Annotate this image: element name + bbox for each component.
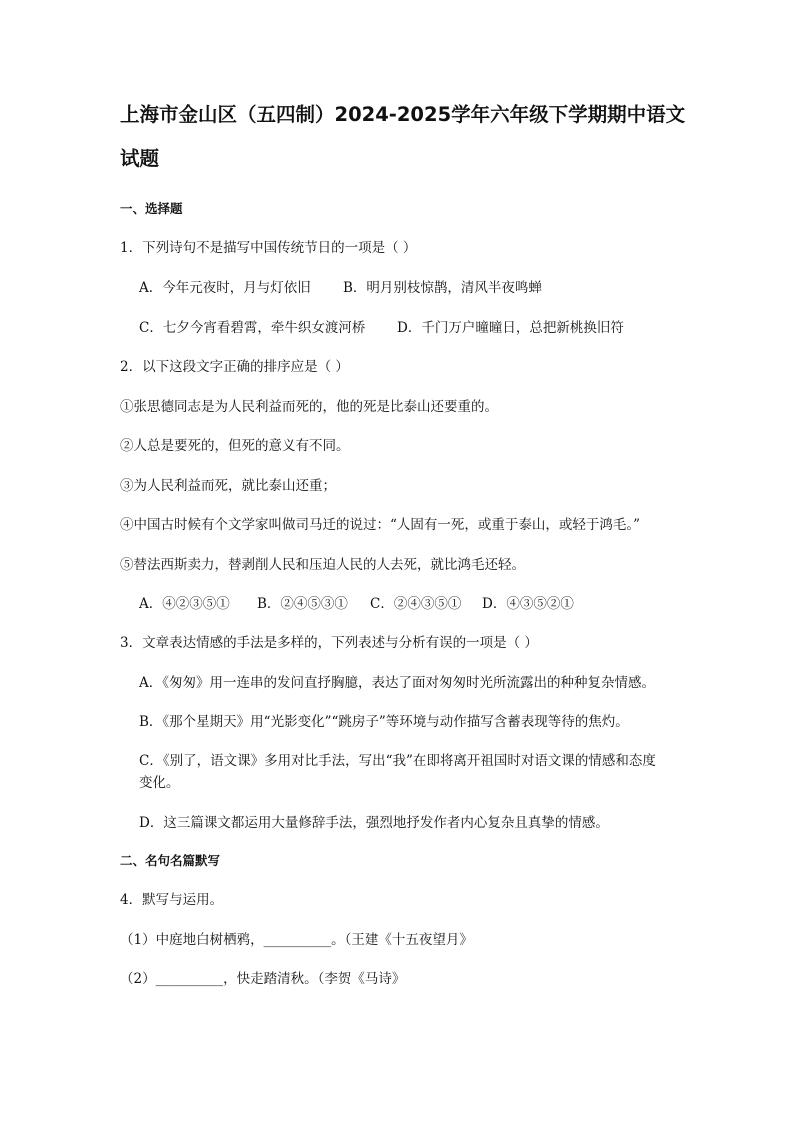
q3-option-b: B．《那个星期天》用“光影变化”“跳房子”等环境与动作描写含蓄表现等待的焦灼。 bbox=[139, 714, 629, 730]
document-title-line-1: 上海市金山区（五四制）2024-2025学年六年级下学期期中语文 bbox=[120, 103, 686, 126]
q2-option-c: C．②④③⑤① bbox=[370, 596, 462, 612]
q1-option-a: A．今年元夜时，月与灯依旧 bbox=[139, 280, 311, 296]
q2-sentence-2: ②人总是要死的，但死的意义有不同。 bbox=[120, 438, 350, 454]
q2-stem: 2．以下这段文字正确的排序应是（ ） bbox=[120, 359, 349, 375]
q3-stem: 3．文章表达情感的手法是多样的，下列表述与分析有误的一项是（ ） bbox=[120, 635, 538, 651]
q1-option-c: C．七夕今宵看碧霄，牵牛织女渡河桥 bbox=[139, 320, 366, 336]
q4-item-2: （2）__________，快走踏清秋。（李贺《马诗》 bbox=[120, 971, 406, 987]
q2-option-a: A．④②③⑤① bbox=[139, 596, 230, 612]
q2-sentence-5: ⑤替法西斯卖力，替剥削人民和压迫人民的人去死，就比鸿毛还轻。 bbox=[120, 557, 525, 573]
q3-option-c-line-1: C．《别了，语文课》多用对比手法，写出“我”在即将离开祖国时对语文课的情感和态度 bbox=[139, 753, 656, 769]
q1-option-d: D．千门万户曈曈日，总把新桃换旧符 bbox=[397, 320, 624, 336]
q1-option-b: B．明月别枝惊鹊，清风半夜鸣蝉 bbox=[343, 280, 542, 296]
q2-option-b: B．②④⑤③① bbox=[257, 596, 348, 612]
q3-option-a: A．《匆匆》用一连串的发问直抒胸臆，表达了面对匆匆时光所流露出的种种复杂情感。 bbox=[139, 675, 655, 691]
q2-option-d: D．④③⑤②① bbox=[482, 596, 574, 612]
q1-stem: 1．下列诗句不是描写中国传统节日的一项是（ ） bbox=[120, 240, 417, 256]
q2-sentence-4: ④中国古时候有个文学家叫做司马迁的说过：“人固有一死，或重于泰山，或轻于鸿毛。” bbox=[120, 517, 641, 533]
q4-item-1: （1）中庭地白树栖鸦，__________。（王建《十五夜望月》 bbox=[120, 932, 473, 948]
q4-stem: 4．默写与运用。 bbox=[120, 892, 224, 908]
q3-option-c-line-2: 变化。 bbox=[139, 775, 180, 791]
q3-option-d: D．这三篇课文都运用大量修辞手法，强烈地抒发作者内心复杂且真挚的情感。 bbox=[139, 815, 609, 831]
q2-sentence-1: ①张思德同志是为人民利益而死的，他的死是比泰山还要重的。 bbox=[120, 399, 498, 415]
section-heading-choice: 一、选择题 bbox=[120, 201, 183, 216]
document-title-line-2: 试题 bbox=[120, 147, 160, 170]
q2-sentence-3: ③为人民利益而死，就比泰山还重； bbox=[120, 478, 336, 494]
section-heading-dictation: 二、名句名篇默写 bbox=[120, 853, 221, 868]
